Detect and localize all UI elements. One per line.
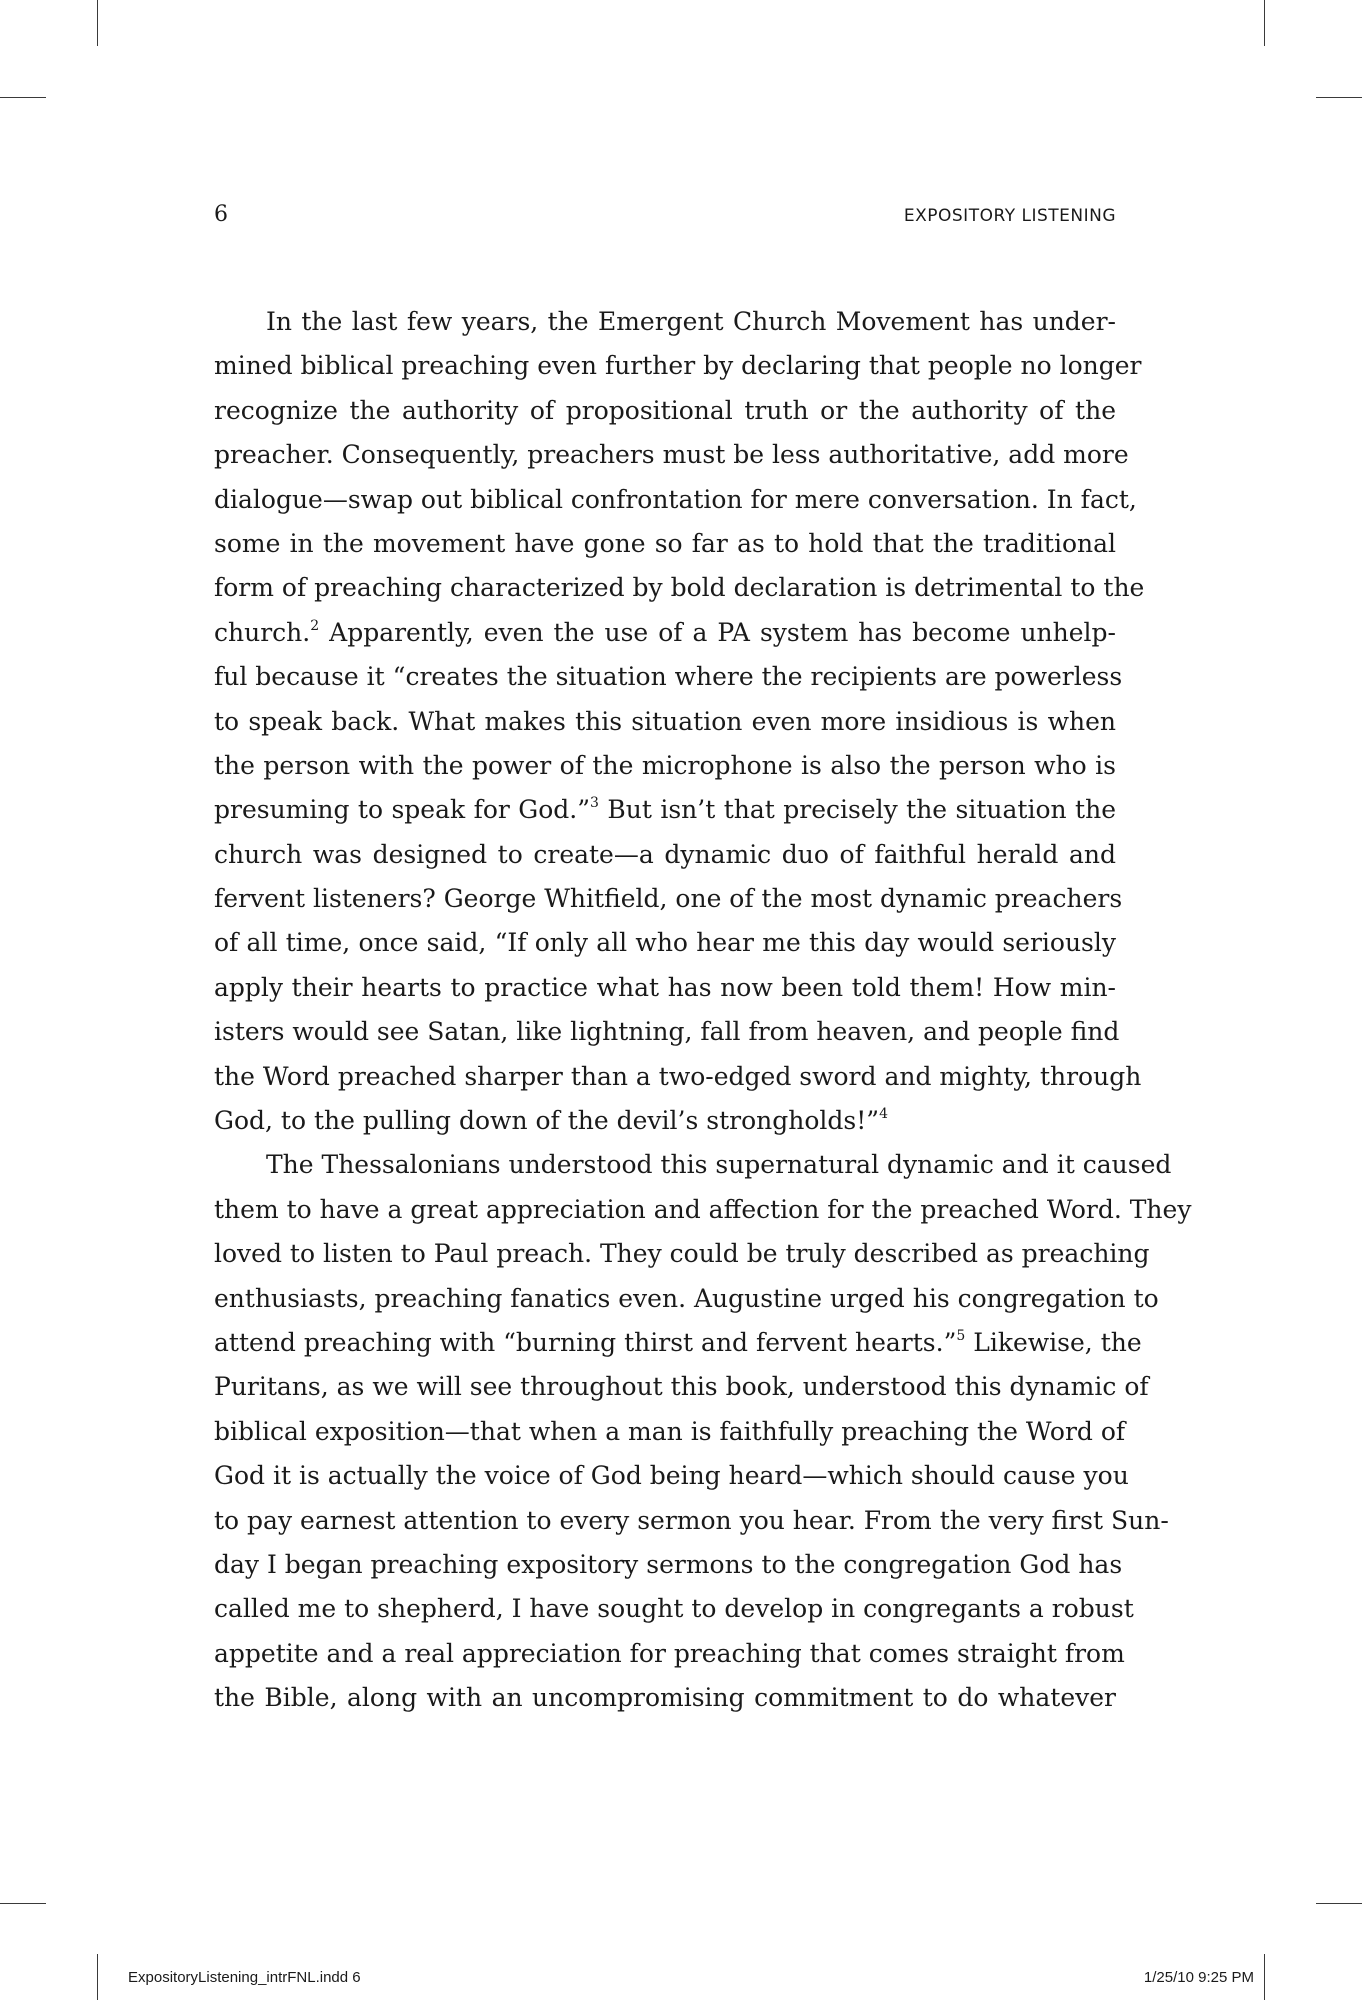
text-line: In the last few years, the Emergent Church Movement has under- — [266, 307, 1116, 336]
crop-mark-bottom-right — [1264, 1954, 1265, 2000]
page-number: 6 — [214, 202, 228, 227]
text-line: to speak back. What makes this situation even more insidious is when — [214, 706, 1116, 736]
crop-mark-left-bottom — [0, 1903, 46, 1904]
text-line: called me to shepherd, I have sought to develop in congregants a robust — [214, 1594, 1134, 1624]
text-line: church was designed to create—a dynamic duo of faithful herald and — [214, 839, 1116, 869]
crop-mark-top-left — [97, 0, 98, 46]
text-line: God it is actually the voice of God being heard—which should cause you — [214, 1461, 1129, 1491]
text-line: the person with the power of the microphone is also the person who is — [214, 750, 1116, 780]
text-line: the Bible, along with an uncompromising commitment to do whatever — [214, 1683, 1116, 1713]
crop-mark-right-top — [1316, 97, 1362, 98]
text-line: to pay earnest attention to every sermon you hear. From the very first Sun- — [214, 1505, 1169, 1535]
text-line: The Thessalonians understood this supernatural dynamic and it caused — [266, 1150, 1172, 1180]
text-line: isters would see Satan, like lightning, fall from heaven, and people find — [214, 1017, 1120, 1047]
text-line: them to have a great appreciation and affection for the preached Word. They — [214, 1194, 1192, 1224]
footnote-ref: 4 — [879, 1106, 888, 1123]
text-line: Puritans, as we will see throughout this book, understood this dynamic of — [214, 1372, 1149, 1402]
text-line: God, to the pulling down of the devil’s strongholds!”$^4$ — [214, 1106, 888, 1136]
text-line: attend preaching with “burning thirst and fervent hearts.”$^5$ Likewise, the — [214, 1327, 1142, 1357]
text-line: mined biblical preaching even further by declaring that people no longer — [214, 351, 1142, 381]
text-line: form of preaching characterized by bold declaration is detrimental to the — [214, 573, 1145, 603]
text-line: appetite and a real appreciation for preaching that comes straight from — [214, 1638, 1125, 1668]
text-line: of all time, once said, “If only all who hear me this day would seriously — [214, 928, 1116, 958]
crop-mark-top-right — [1264, 0, 1265, 46]
text-line: apply their hearts to practice what has now been told them! How min- — [214, 972, 1116, 1002]
text-line: presuming to speak for God.”$^3$ But isn’t that precisely the situation the — [214, 795, 1116, 825]
crop-mark-right-bottom — [1316, 1903, 1362, 1904]
text-line: loved to listen to Paul preach. They could be truly described as preaching — [214, 1239, 1150, 1269]
slug-timestamp: 1/25/10 9:25 PM — [1143, 1969, 1254, 1986]
text-line: church.$^2$ Apparently, even the use of a PA system has become unhelp- — [214, 617, 1117, 647]
text-line: preacher. Consequently, preachers must be less authoritative, add more — [214, 440, 1129, 470]
text-line: recognize the authority of propositional truth or the authority of the — [214, 395, 1116, 425]
text-line: day I began preaching expository sermons to the congregation God has — [214, 1549, 1123, 1579]
text-line: some in the movement have gone so far as to hold that the traditional — [214, 528, 1116, 558]
crop-mark-bottom-left — [97, 1954, 98, 2000]
text-line: fervent listeners? George Whitfield, one of the most dynamic preachers — [214, 884, 1123, 914]
text-line: biblical exposition—that when a man is faithfully preaching the Word of — [214, 1416, 1126, 1446]
running-head: EXPOSITORY LISTENING — [903, 206, 1116, 226]
text-line: dialogue—swap out biblical confrontation for mere conversation. In fact, — [214, 484, 1137, 514]
body-text — [214, 300, 1192, 1721]
footnote-ref: 5 — [956, 1327, 966, 1344]
slug-filename: ExpositoryListening_intrFNL.indd 6 — [128, 1969, 361, 1986]
text-line: ful because it “creates the situation where the recipients are powerless — [214, 662, 1123, 692]
footnote-ref: 3 — [590, 795, 599, 812]
text-line: enthusiasts, preaching fanatics even. Augustine urged his congregation to — [214, 1283, 1159, 1313]
text-line: the Word preached sharper than a two-edged sword and mighty, through — [214, 1061, 1142, 1091]
crop-mark-left-top — [0, 97, 46, 98]
footnote-ref: 2 — [310, 617, 320, 634]
